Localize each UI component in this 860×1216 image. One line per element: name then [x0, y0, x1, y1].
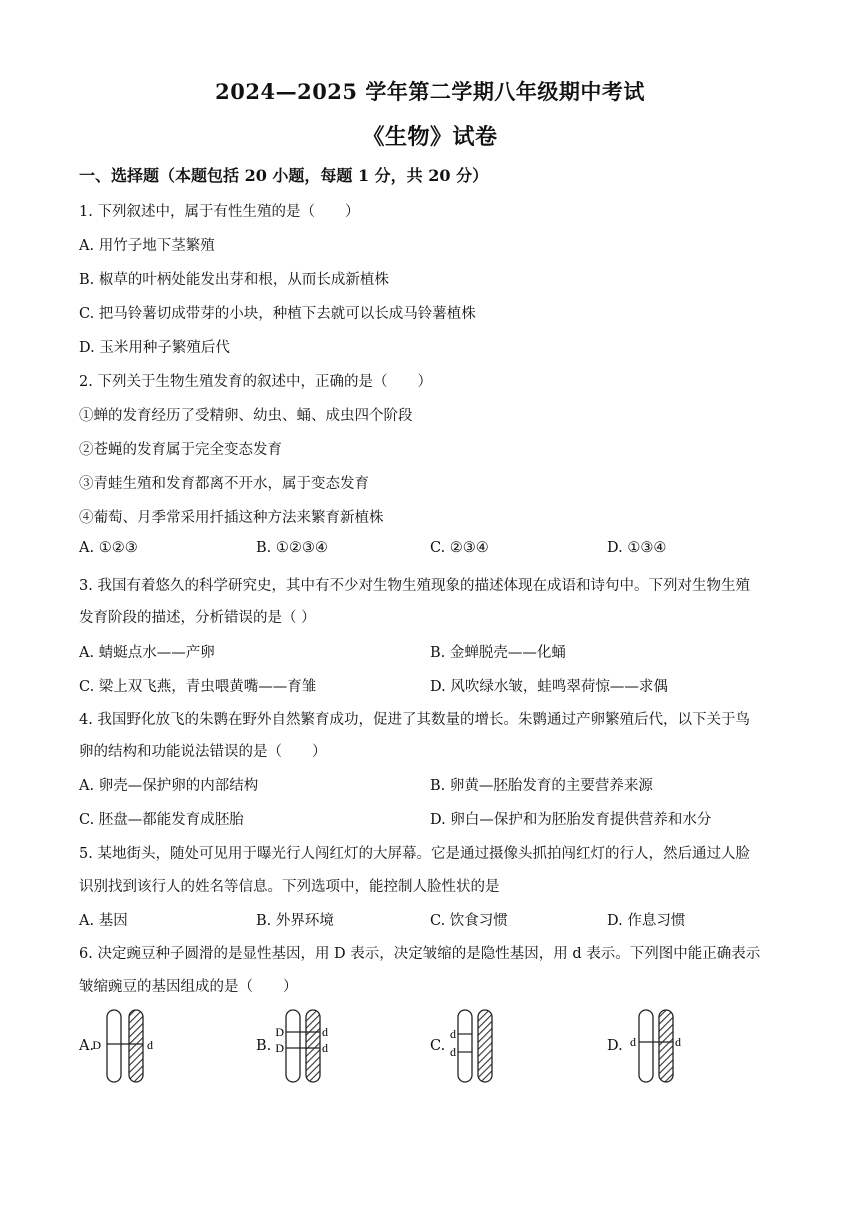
exam-title: 2024—2025 学年第二学期八年级期中考试	[215, 79, 645, 104]
gene-label: D	[275, 1041, 284, 1055]
q6-option-d-label: D.	[607, 1038, 623, 1054]
gene-label: d	[630, 1035, 636, 1049]
q5-option-d[interactable]: D. 作息习惯	[607, 913, 686, 929]
q2-option-d[interactable]: D. ①③④	[607, 540, 667, 556]
q3-option-c[interactable]: C. 梁上双飞燕，青虫喂黄嘴——育雏	[79, 679, 317, 695]
q6-option-a-label: A.	[79, 1038, 95, 1054]
q5-option-b[interactable]: B. 外界环境	[256, 913, 334, 929]
q6-option-b-chromosomes	[276, 1008, 356, 1088]
q5-stem-line2: 识别找到该行人的姓名等信息。下列选项中，能控制人脸性状的是	[79, 879, 500, 895]
q2-option-a[interactable]: A. ①②③	[79, 540, 138, 556]
q2-statement-2: ②苍蝇的发育属于完全变态发育	[79, 442, 282, 458]
q6-option-b[interactable]	[256, 1008, 356, 1088]
q1-option-c[interactable]: C. 把马铃薯切成带芽的小块，种植下去就可以长成马铃薯植株	[79, 306, 476, 322]
chromosome-plain	[639, 1010, 653, 1082]
chromosome-hatched	[306, 1010, 320, 1082]
q3-option-d[interactable]: D. 风吹绿水皱，蛙鸣翠荷惊——求偶	[430, 679, 668, 695]
q1-stem: 1. 下列叙述中，属于有性生殖的是（ ）	[79, 204, 360, 220]
q4-stem-line1: 4. 我国野化放飞的朱鹮在野外自然繁育成功，促进了其数量的增长。朱鹮通过产卵繁殖后代，以下关于鸟	[79, 712, 750, 728]
q4-option-c[interactable]: C. 胚盘—都能发育成胚胎	[79, 812, 244, 828]
q6-option-a[interactable]	[79, 1008, 179, 1088]
section-heading: 一、选择题（本题包括 20 小题，每题 1 分，共 20 分）	[79, 166, 489, 185]
gene-label: d	[147, 1038, 153, 1052]
q6-option-b-label: B.	[256, 1038, 272, 1054]
q2-statement-4: ④葡萄、月季常采用扦插这种方法来繁育新植株	[79, 510, 384, 526]
gene-label: d	[450, 1027, 456, 1041]
q3-stem-line2: 发育阶段的描述，分析错误的是（ ）	[79, 610, 316, 626]
q6-option-c[interactable]	[430, 1008, 530, 1088]
q1-option-b[interactable]: B. 椒草的叶柄处能发出芽和根，从而长成新植株	[79, 272, 389, 288]
chromosome-hatched	[659, 1010, 673, 1082]
q1-option-a[interactable]: A. 用竹子地下茎繁殖	[79, 238, 215, 254]
q6-option-d[interactable]	[607, 1008, 707, 1088]
chromosome-plain	[107, 1010, 121, 1082]
q2-statement-1: ①蝉的发育经历了受精卵、幼虫、蛹、成虫四个阶段	[79, 408, 413, 424]
chromosome-plain	[286, 1010, 300, 1082]
gene-label: d	[322, 1041, 328, 1055]
q3-option-a[interactable]: A. 蜻蜓点水——产卵	[79, 645, 215, 661]
q2-option-b[interactable]: B. ①②③④	[256, 540, 328, 556]
q6-option-d-chromosomes	[625, 1008, 705, 1088]
q2-option-c[interactable]: C. ②③④	[430, 540, 489, 556]
q6-stem-line2: 皱缩豌豆的基因组成的是（ ）	[79, 979, 298, 995]
q5-option-a[interactable]: A. 基因	[79, 913, 128, 929]
q4-option-b[interactable]: B. 卵黄—胚胎发育的主要营养来源	[430, 778, 653, 794]
q4-stem-line2: 卵的结构和功能说法错误的是（ ）	[79, 744, 327, 760]
q6-option-a-chromosomes	[92, 1008, 171, 1088]
q5-option-c[interactable]: C. 饮食习惯	[430, 913, 508, 929]
q6-option-c-label: C.	[430, 1038, 446, 1054]
exam-subtitle: 《生物》试卷	[362, 124, 498, 150]
q3-option-b[interactable]: B. 金蝉脱壳——化蛹	[430, 645, 566, 661]
q2-statement-3: ③青蛙生殖和发育都离不开水，属于变态发育	[79, 476, 369, 492]
q5-stem-line1: 5. 某地街头，随处可见用于曝光行人闯红灯的大屏幕。它是通过摄像头抓拍闯红灯的行人，然后通过人脸	[79, 846, 750, 862]
q1-option-d[interactable]: D. 玉米用种子繁殖后代	[79, 340, 230, 356]
chromosome-hatched	[129, 1010, 143, 1082]
gene-label: d	[675, 1035, 681, 1049]
chromosome-hatched	[478, 1010, 492, 1082]
q6-option-c-chromosomes	[448, 1008, 528, 1088]
gene-label: d	[322, 1025, 328, 1039]
q4-option-d[interactable]: D. 卵白—保护和为胚胎发育提供营养和水分	[430, 812, 712, 828]
q2-stem: 2. 下列关于生物生殖发育的叙述中，正确的是（ ）	[79, 374, 432, 390]
gene-label: D	[92, 1038, 101, 1052]
q6-stem-line1: 6. 决定豌豆种子圆滑的是显性基因，用 D 表示，决定皱缩的是隐性基因，用 d 表示。下列图中能正确表示	[79, 946, 761, 962]
chromosome-plain	[458, 1010, 472, 1082]
q3-stem-line1: 3. 我国有着悠久的科学研究史，其中有不少对生物生殖现象的描述体现在成语和诗句中。下列对生物生殖	[79, 578, 750, 594]
gene-label: d	[450, 1045, 456, 1059]
gene-label: D	[275, 1025, 284, 1039]
q4-option-a[interactable]: A. 卵壳—保护卵的内部结构	[79, 778, 259, 794]
